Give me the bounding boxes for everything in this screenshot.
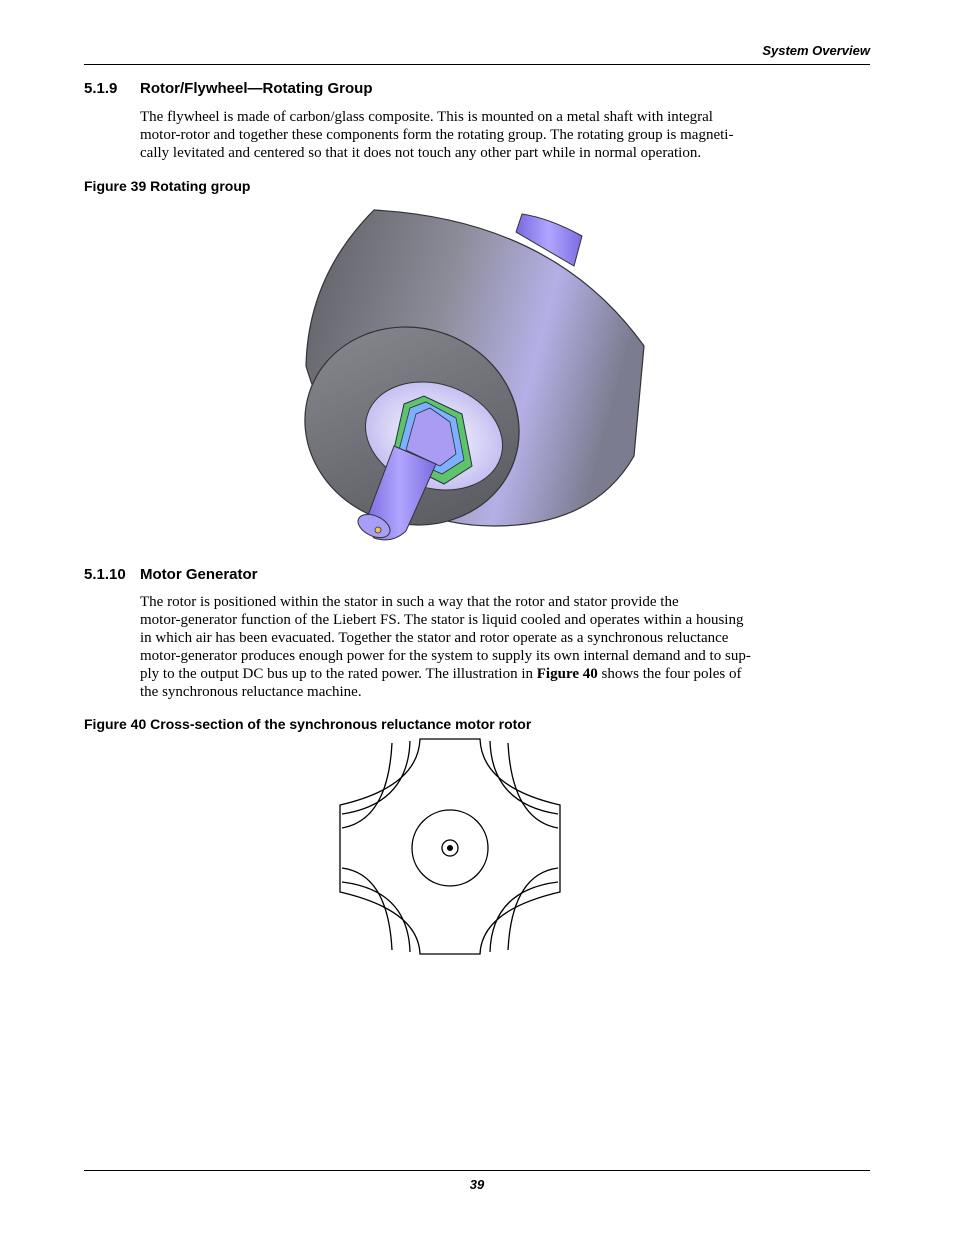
section-heading-5-1-10 <box>84 566 258 583</box>
paragraph-line: motor-generator produces enough power for the system to supply its own internal demand and to sup- <box>140 648 751 664</box>
rotating-group-illustration <box>294 196 656 550</box>
rotor-paragraph <box>140 108 870 162</box>
center-dot <box>448 846 453 851</box>
flux-barrier <box>508 868 558 950</box>
section-title: Rotor/Flywheel—Rotating Group <box>140 80 373 97</box>
line-text: shows the four poles of <box>597 666 742 682</box>
footer-rule <box>84 1170 870 1171</box>
motor-generator-paragraph <box>140 593 870 701</box>
page-number: 39 <box>469 1177 485 1192</box>
header-rule <box>84 64 870 65</box>
paragraph-line: motor-rotor and together these components form the rotating group. The rotating group is magneti- <box>140 127 734 143</box>
section-heading-5-1-9 <box>84 80 373 97</box>
figure-39-caption: Figure 39 Rotating group <box>84 178 251 194</box>
rotor-cross-section-diagram <box>330 732 570 962</box>
flux-barrier <box>490 741 558 814</box>
section-number: 5.1.10 <box>84 566 126 583</box>
section-number: 5.1.9 <box>84 80 118 97</box>
paragraph-line: in which air has been evacuated. Together the stator and rotor operate as a synchronous reluctance <box>140 630 729 646</box>
paragraph-line: the synchronous reluctance machine. <box>140 684 362 700</box>
flux-barrier <box>342 868 392 950</box>
paragraph-line: cally levitated and centered so that it does not touch any other part while in normal operation. <box>140 145 702 161</box>
line-text: ply to the output DC bus up to the rated power. The illustration in <box>140 666 537 682</box>
paragraph-line: The flywheel is made of carbon/glass composite. This is mounted on a metal shaft with integral <box>140 109 713 125</box>
running-header: System Overview <box>762 43 870 58</box>
figure-40-caption: Figure 40 Cross-section of the synchronous reluctance motor rotor <box>84 716 532 732</box>
flux-barrier <box>342 743 392 828</box>
paragraph-line: The rotor is positioned within the stator in such a way that the rotor and stator provide the <box>140 594 679 610</box>
flux-barrier <box>342 741 410 814</box>
section-title: Motor Generator <box>140 566 258 583</box>
paragraph-line: motor-generator function of the Liebert FS. The stator is liquid cooled and operates within a housing <box>140 612 744 628</box>
flux-barrier <box>508 743 558 828</box>
paragraph-line <box>140 665 870 683</box>
figure-40-reference[interactable]: Figure 40 <box>536 666 598 682</box>
